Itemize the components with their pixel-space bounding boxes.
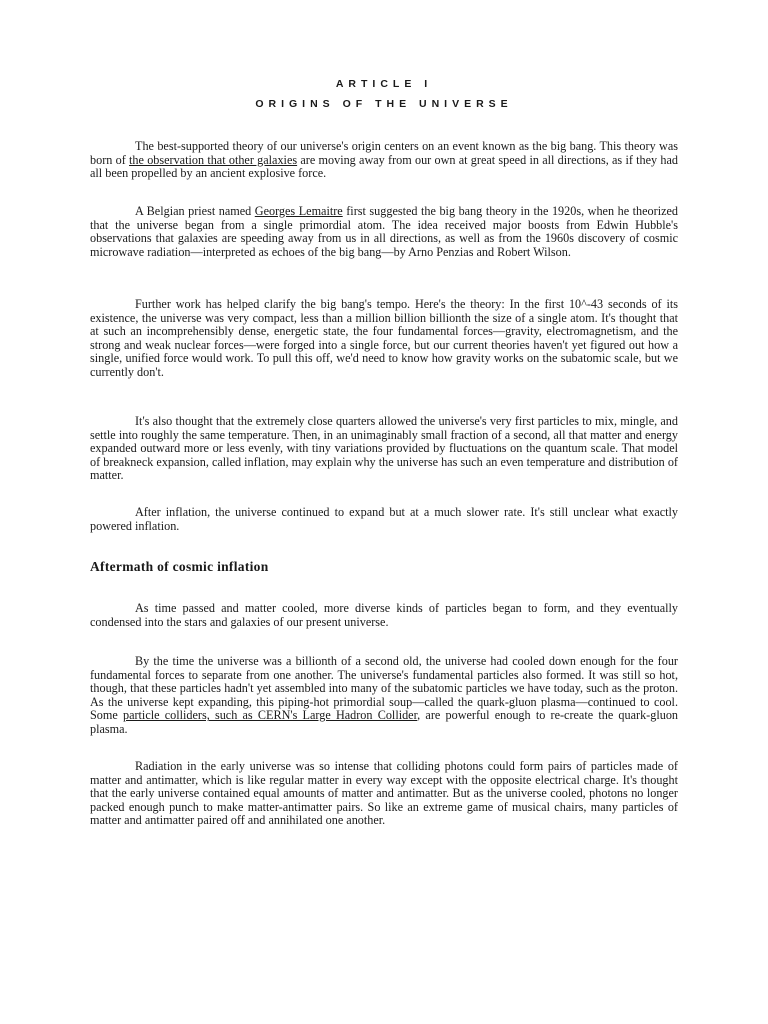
paragraph-text: Further work has helped clarify the big bang's tempo. Here's the theory: In the first 10^-43 seconds of its existence, the universe was very compact, less than a million billion billionth the size of a single atom. It's thought that at such an incomprehensibly dense, energetic state, the four fundamental forces—gravity, electromagnetism, and the strong and weak nuclear forces—were forged into a single force, but our current theories haven't yet figured out how a single, unified force would work. To pull this off, we'd need to know how gravity works on the subatomic scale, but we currently don't.	[90, 297, 678, 379]
paragraph-text: , are powerful enough to re-create the quark-gluon plasma.	[90, 708, 679, 736]
georges-lemaitre-link[interactable]: Georges Lemaitre	[254, 204, 343, 218]
observation-galaxies-link[interactable]: the observation that other galaxies	[129, 152, 298, 167]
section-heading: Aftermath of cosmic inflation	[90, 559, 269, 574]
article-label: ARTICLE I	[335, 78, 433, 90]
paragraph-billionth-second	[90, 655, 678, 737]
paragraph-text: The best-supported theory of our universe's origin centers on an event known as the big bang. This theory was born of	[90, 139, 678, 167]
paragraph-radiation	[90, 760, 678, 828]
paragraph-big-bang-theory	[90, 140, 678, 181]
paragraph-text: By the time the universe was a billionth of a second old, the universe had cooled down enough for the four fundamental forces to separate from one another. The universe's fundamental particles also formed. It was still so hot, though, that these particles hadn't yet assembled into many of the subatomic particles we have today, such as the proton. As the universe kept expanding, this piping-hot primordial soup—called the quark-gluon plasma—continued to cool. Some	[90, 654, 678, 723]
paragraph-lemaitre	[90, 205, 678, 259]
paragraph-text: It's also thought that the extremely close quarters allowed the universe's very first particles to mix, mingle, and settle into roughly the same temperature. Then, in an unimaginably small fraction of a second, all that matter and energy expanded outward more or less evenly, with tiny variations provided by fluctuations on the quantum scale. That model of breakneck expansion, called inflation, may explain why the universe has such an even temperature and distribution of matter.	[90, 414, 678, 483]
paragraph-text: first suggested the big bang theory in the 1920s, when he theorized that the universe began from a single primordial atom. The idea received major boosts from Edwin Hubble's observations that galaxies are speeding away from us in all directions, as well as from the 1960s discovery of cosmic microwave radiation—interpreted as echoes of the big bang—by Arno Penzias and Robert Wilson.	[90, 204, 678, 259]
paragraph-text: A Belgian priest named	[135, 204, 255, 218]
paragraph-after-inflation	[90, 506, 678, 533]
paragraph-first-particles	[90, 415, 678, 483]
paragraph-matter-cooled	[90, 602, 678, 629]
paragraph-text: As time passed and matter cooled, more diverse kinds of particles began to form, and they eventually condensed into the stars and galaxies of our present universe.	[90, 601, 678, 629]
paragraph-tempo	[90, 298, 678, 380]
paragraph-text: Radiation in the early universe was so intense that colliding photons could form pairs of particles made of matter and antimatter, which is like regular matter in every way except with the opposite electrical charge. It's thought that the early universe contained equal amounts of matter and antimatter. But as the universe cooled, photons no longer packed enough punch to make matter-antimatter pairs. So like an extreme game of musical chairs, many particles of matter and antimatter paired off and annihilated one another.	[90, 759, 678, 828]
paragraph-text: are moving away from our own at great speed in all directions, as if they had all been propelled by an ancient explosive force.	[90, 152, 678, 181]
paragraph-text: After inflation, the universe continued to expand but at a much slower rate. It's still unclear what exactly powered inflation.	[90, 505, 678, 533]
article-title: ORIGINS OF THE UNIVERSE	[255, 98, 513, 110]
particle-colliders-link[interactable]: particle colliders, such as CERN's Large Hadron Collider	[122, 708, 418, 723]
